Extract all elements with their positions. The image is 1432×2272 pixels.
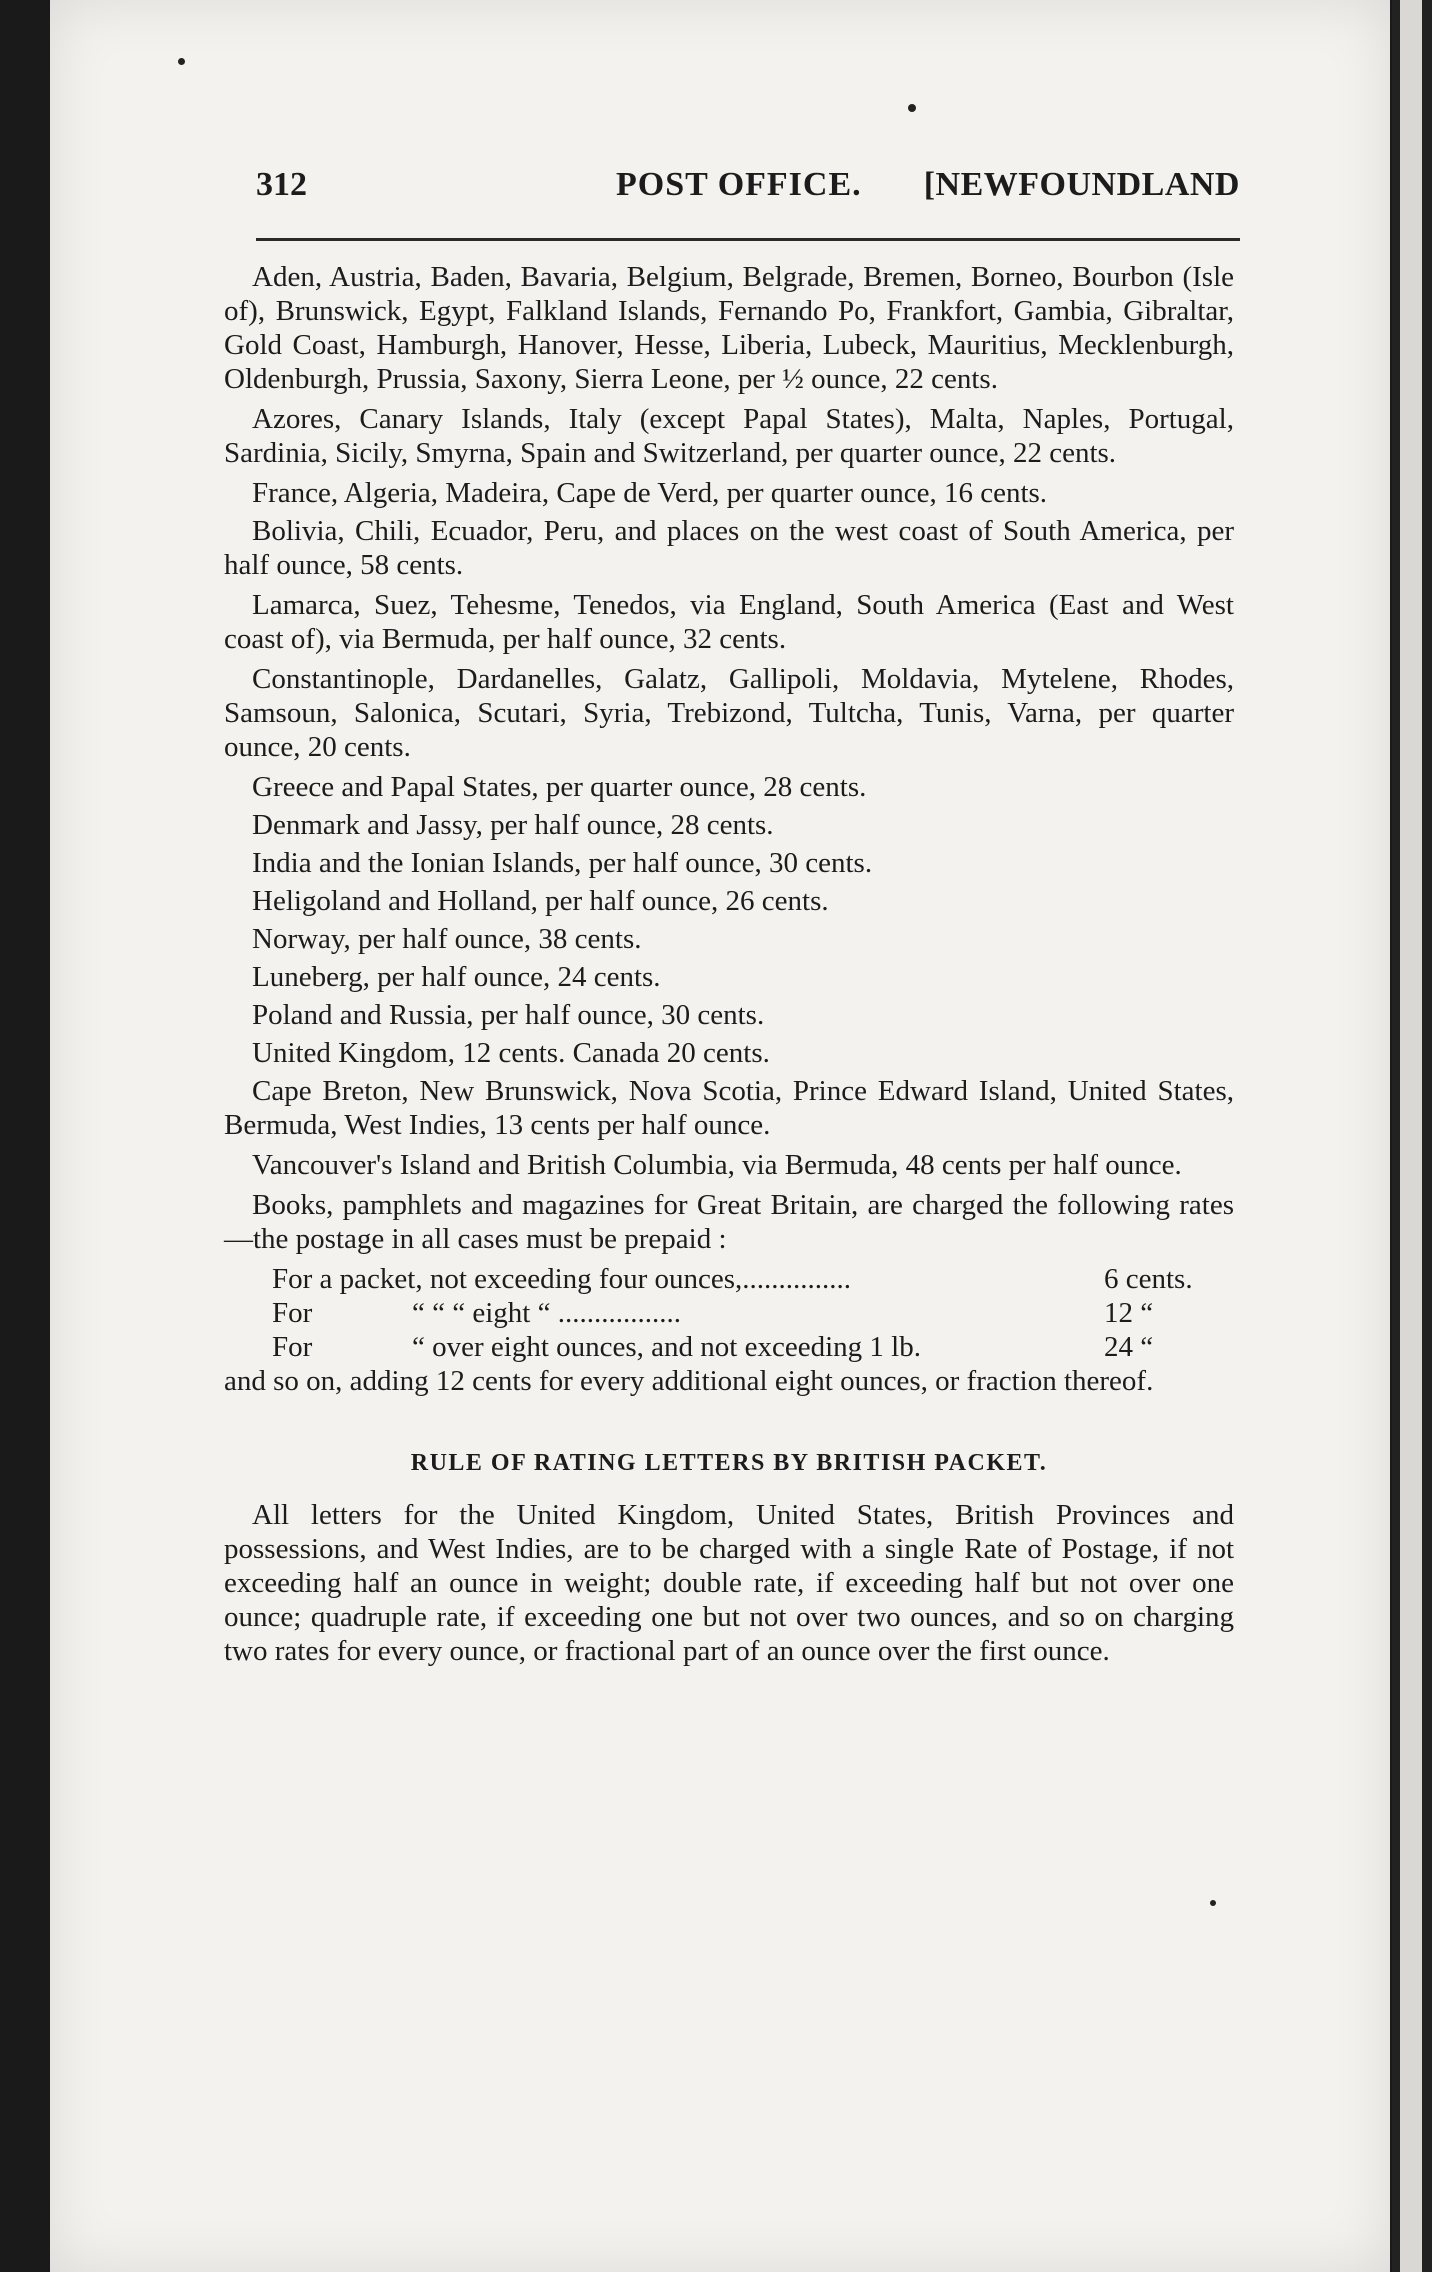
rate-leader: ...............: [742, 1263, 852, 1295]
adjacent-page-strip: [1400, 0, 1422, 2272]
paragraph: India and the Ionian Islands, per half ounce, 30 cents.: [252, 847, 873, 879]
rates-table: [224, 1262, 1234, 1364]
paragraph: Cape Breton, New Brunswick, Nova Scotia, Prince Edward Island, United States, Bermuda, West Indies, 13 cents per half ounce.: [224, 1075, 1234, 1141]
paragraph: France, Algeria, Madeira, Cape de Verd, per quarter ounce, 16 cents.: [252, 477, 1048, 509]
section-heading: RULE OF RATING LETTERS BY BRITISH PACKET.: [410, 1450, 1048, 1476]
adjacent-page-edge: [1392, 0, 1432, 2272]
paragraph: Vancouver's Island and British Columbia, via Bermuda, 48 cents per half ounce.: [252, 1149, 1182, 1181]
paragraph: Constantinople, Dardanelles, Galatz, Gallipoli, Moldavia, Mytelene, Rhodes, Samsoun, Salonica, Scutari, Syria, Trebizond, Tultcha, Tunis, Varna, per quarter ounce, 20 cents.: [224, 663, 1234, 763]
rate-amount: 24 “: [1104, 1331, 1154, 1363]
paragraph: Aden, Austria, Baden, Bavaria, Belgium, Belgrade, Bremen, Borneo, Bourbon (Isle of), Brunswick, Egypt, Falkland Islands, Fernando Po, Frankfort, Gambia, Gibraltar, Gold Coast, Hamburgh, Hanover, Hesse, Liberia, Lubeck, Mauritius, Mecklenburgh, Oldenburgh, Prussia, Saxony, Sierra Leone, per ½ ounce, 22 cents.: [224, 261, 1234, 395]
paragraph: Books, pamphlets and magazines for Great Britain, are charged the following rates—the postage in all cases must be prepaid :: [224, 1189, 1234, 1255]
rate-row: [224, 1262, 1234, 1296]
paragraph: Azores, Canary Islands, Italy (except Papal States), Malta, Naples, Portugal, Sardinia, Sicily, Smyrna, Spain and Switzerland, per quarter ounce, 22 cents.: [224, 403, 1234, 469]
rate-row: [224, 1296, 1234, 1330]
rate-label: For: [272, 1331, 313, 1363]
rate-leader: “ “ “ eight “ .................: [412, 1297, 681, 1329]
rate-amount: 12 “: [1104, 1297, 1154, 1329]
header-rule: [256, 238, 1240, 241]
section-title: [NEWFOUNDLAND: [923, 166, 1240, 203]
paragraph: All letters for the United Kingdom, United States, British Provinces and possessions, and West Indies, are to be charged with a single Rate of Postage, if not exceeding half an ounce in weight; double rate, if exceeding half but not over one ounce; quadruple rate, if exceeding one but not over two ounces, and so on charging two rates for every ounce, or fractional part of an ounce over the first ounce.: [224, 1499, 1234, 1667]
paragraph: United Kingdom, 12 cents. Canada 20 cents.: [252, 1037, 770, 1069]
paragraph: Lamarca, Suez, Tehesme, Tenedos, via England, South America (East and West coast of), via Bermuda, per half ounce, 32 cents.: [224, 589, 1234, 655]
ink-speck: [178, 58, 185, 65]
rate-label: For: [272, 1297, 313, 1329]
rate-amount: 6 cents.: [1104, 1263, 1193, 1295]
rate-row: [224, 1330, 1234, 1364]
ink-speck: [1210, 1900, 1216, 1906]
paragraph: Luneberg, per half ounce, 24 cents.: [252, 961, 661, 993]
page-content: [200, 160, 1240, 1667]
ink-speck: [908, 104, 916, 112]
paragraph: Heligoland and Holland, per half ounce, 26 cents.: [252, 885, 829, 917]
page-title: POST OFFICE.: [616, 166, 862, 203]
page-number: 312: [256, 166, 307, 203]
paragraph: Poland and Russia, per half ounce, 30 cents.: [252, 999, 765, 1031]
paragraph: and so on, adding 12 cents for every additional eight ounces, or fraction thereof.: [224, 1365, 1154, 1397]
rate-leader: “ over eight ounces, and not exceeding 1 lb.: [412, 1331, 921, 1363]
body-text: [224, 260, 1234, 1674]
paragraph: Denmark and Jassy, per half ounce, 28 cents.: [252, 809, 774, 841]
paragraph: Bolivia, Chili, Ecuador, Peru, and places on the west coast of South America, per half ounce, 58 cents.: [224, 515, 1234, 581]
paragraph: Norway, per half ounce, 38 cents.: [252, 923, 642, 955]
rate-label: For a packet, not exceeding four ounces,: [272, 1263, 743, 1295]
paragraph: Greece and Papal States, per quarter ounce, 28 cents.: [252, 771, 867, 803]
running-head: [200, 160, 1240, 218]
